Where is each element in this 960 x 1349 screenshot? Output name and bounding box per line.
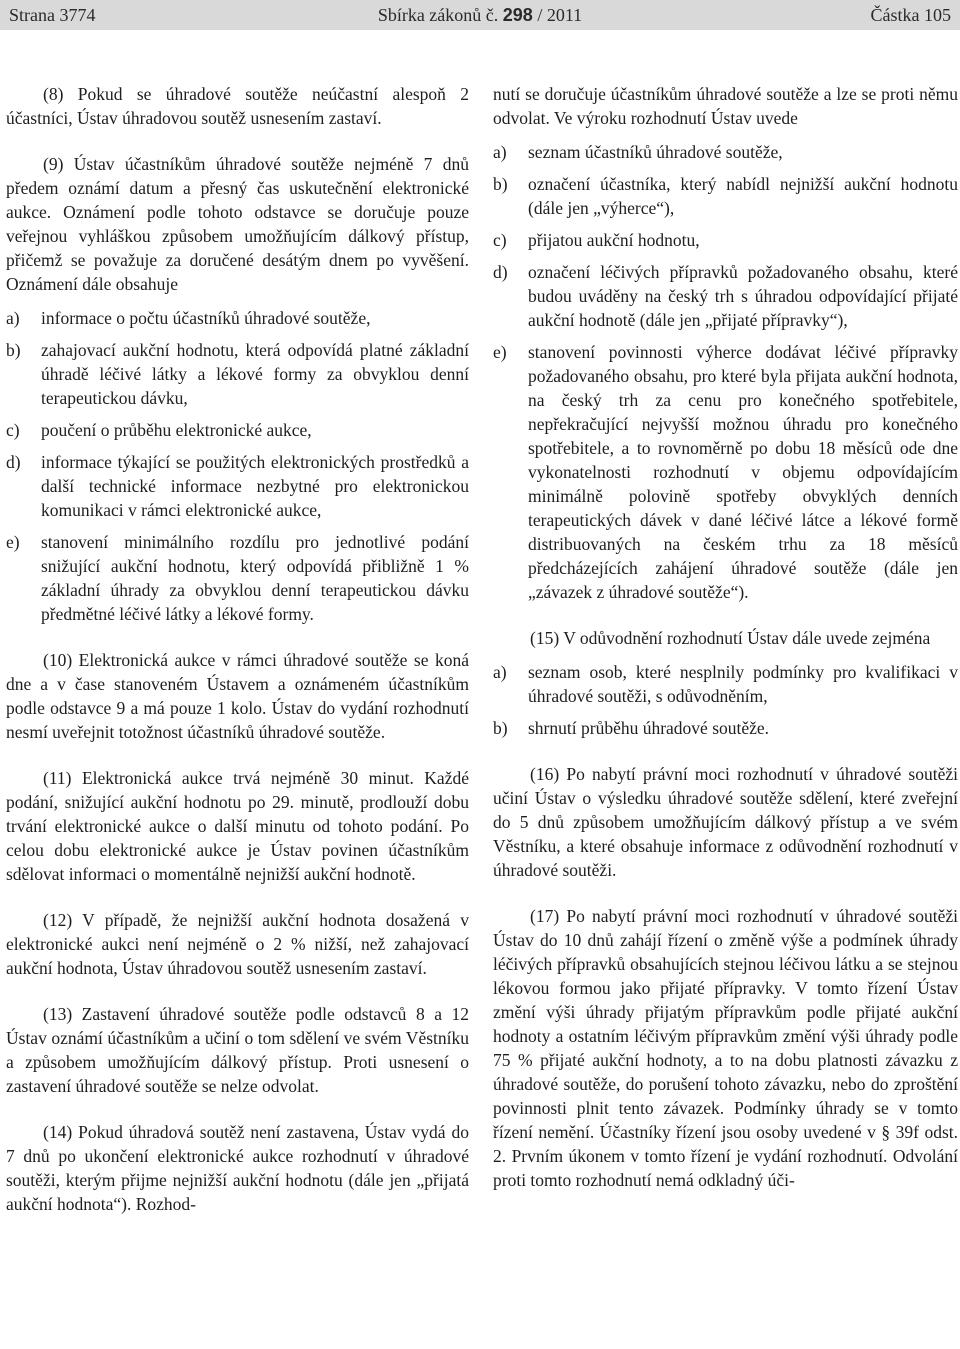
page-header (0, 0, 960, 30)
paragraph-9: (9) Ústav účastníkům úhradové soutěže nejméně 7 dnů předem oznámí datum a přesný čas uskutečnění elektronické aukce. Oznámení podle tohoto odstavce se doručuje pouze veřejnou vyhláškou způsobem umožňujícím dálkový přístup, přičemž se považuje za doručené desátým dnem po vyvěšení. Oznámení dále obsahuje (6, 154, 469, 294)
part-number: Částka 105 (870, 5, 951, 25)
paragraph-13: (13) Zastavení úhradové soutěže podle odstavců 8 a 12 Ústav oznámí účastníkům a učiní o tom sdělení ve svém Věstníku a způsobem umožňujícím dálkový přístup. Proti usnesení o zastavení úhradové soutěže se nelze odvolat. (6, 1004, 469, 1096)
collection-prefix: Sbírka zákonů č. (377, 5, 499, 25)
list-item: d) označení léčivých přípravků požadovaného obsahu, které budou uváděny na český trh s úhradou odpovídající přijaté aukční hodnotě (dále jen „přijaté přípravky“), (493, 262, 958, 330)
paragraph-16: (16) Po nabytí právní moci rozhodnutí v úhradové soutěži učiní Ústav o výsledku úhradové soutěže sdělení, které zveřejní do 5 dnů způsobem umožňujícím dálkový přístup a ve svém Věstníku, a které obsahuje informace z odůvodnění rozhodnutí v úhradové soutěži. (493, 764, 958, 880)
paragraph-15-list (493, 660, 958, 740)
list-item: b) označení účastníka, který nabídl nejnižší aukční hodnotu (dále jen „výherce“), (493, 174, 958, 218)
page-number: Strana 3774 (9, 5, 96, 25)
list-item: c) poučení o průběhu elektronické aukce, (6, 420, 312, 440)
collection-year: / 2011 (537, 5, 583, 25)
paragraph-14: (14) Pokud úhradová soutěž není zastavena, Ústav vydá do 7 dnů po ukončení elektronické aukce rozhodnutí v úhradové soutěži, kterým přijme nejnižší aukční hodnotu (dále jen „přijatá aukční hodnota“). Rozhod- (6, 1122, 469, 1214)
left-column (6, 82, 469, 1216)
paragraph-8: (8) Pokud se úhradové soutěže neúčastní alespoň 2 účastníci, Ústav úhradovou soutěž usnesením zastaví. (6, 84, 469, 128)
list-item: e) stanovení povinnosti výherce dodávat léčivé přípravky požadovaného obsahu, pro které byla přijata aukční hodnota, na český trh za cenu pro konečného spotřebitele, nepřekračující nejvyšší možnou úhradu pro konečného spotřebitele, a to rovnoměrně po dobu 18 měsíců ode dne vykonatelnosti rozhodnutí v objemu odpovídajícím minimálně polovině spotřeby obvyklých denních terapeutických dávek v dané léčivé látce a lékové formě distribuovaných na českém trhu za 18 měsíců předcházejících zahájení úhradové soutěže (dále jen „závazek z úhradové soutěže“). (493, 342, 958, 602)
list-item: b) zahajovací aukční hodnotu, která odpovídá platné základní úhradě léčivé látky a lékové formy za obvyklou denní terapeutickou dávku, (6, 340, 469, 408)
paragraph-14-list (493, 140, 958, 604)
paragraph-9-list (6, 306, 469, 626)
paragraph-11: (11) Elektronická aukce trvá nejméně 30 minut. Každé podání, snižující aukční hodnotu po 29. minutě, prodlouží dobu trvání elektronické aukce o další minutu od tohoto podání. Po celou dobu elektronické aukce je Ústav povinen účastníkům sdělovat informaci o momentálně nejnižší aukční hodnotě. (6, 768, 469, 884)
list-item: a) seznam osob, které nesplnily podmínky pro kvalifikaci v úhradové soutěži, s odůvodněním, (493, 662, 958, 706)
paragraph-17: (17) Po nabytí právní moci rozhodnutí v úhradové soutěži Ústav do 10 dnů zahájí řízení o změně výše a podmínek úhrady léčivých přípravků obsahujících stejnou léčivou látku a se stejnou lékovou formou jako přijaté přípravky. V tomto řízení Ústav změní výši úhrady přijatým přípravkům podle přijaté aukční hodnoty a ostatním léčivým přípravkům změní výši úhrady podle 75 % přijaté aukční hodnoty, a to na dobu platnosti závazku z úhradové soutěže, do porušení tohoto závazku, nebo do zproštění povinnosti plnit tento závazek. Podmínky úhrady se v tomto řízení nemění. Účastníky řízení jsou osoby uvedené v § 39f odst. 2. Prvním úkonem v tomto řízení je vydání rozhodnutí. Odvolání proti tomto rozhodnutí nemá odkladný úči- (493, 906, 958, 1190)
paragraph-12: (12) V případě, že nejnižší aukční hodnota dosažená v elektronické aukci není nejméně o 2 % nižší, než zahajovací aukční hodnota, Ústav úhradovou soutěž usnesením zastaví. (6, 910, 469, 978)
paragraph-14-continued: nutí se doručuje účastníkům úhradové soutěže a lze se proti němu odvolat. Ve výroku rozhodnutí Ústav uvede (493, 84, 958, 128)
list-item: d) informace týkající se použitých elektronických prostředků a další technické informace nezbytné pro elektronickou komunikaci v rámci elektronické aukce, (6, 452, 469, 520)
collection-title (0, 0, 960, 30)
list-item: c) přijatou aukční hodnotu, (493, 230, 700, 250)
list-item: e) stanovení minimálního rozdílu pro jednotlivé podání snižující aukční hodnotu, který odpovídá přibližně 1 % základní úhrady za obvyklou denní terapeutickou dávku předmětné léčivé látky a lékové formy. (6, 532, 469, 624)
paragraph-15: (15) V odůvodnění rozhodnutí Ústav dále uvede zejména (530, 628, 931, 648)
collection-number: 298 (502, 5, 533, 25)
right-column (493, 82, 958, 1192)
paragraph-10: (10) Elektronická aukce v rámci úhradové soutěže se koná dne a v čase stanoveném Ústavem a oznámeném účastníkům podle odstavce 9 a má pouze 1 kolo. Ústav do vydání rozhodnutí nesmí uveřejnit totožnost účastníků úhradové soutěže. (6, 650, 469, 742)
list-item: a) informace o počtu účastníků úhradové soutěže, (6, 308, 371, 328)
list-item: b) shrnutí průběhu úhradové soutěže. (493, 718, 770, 738)
list-item: a) seznam účastníků úhradové soutěže, (493, 142, 783, 162)
